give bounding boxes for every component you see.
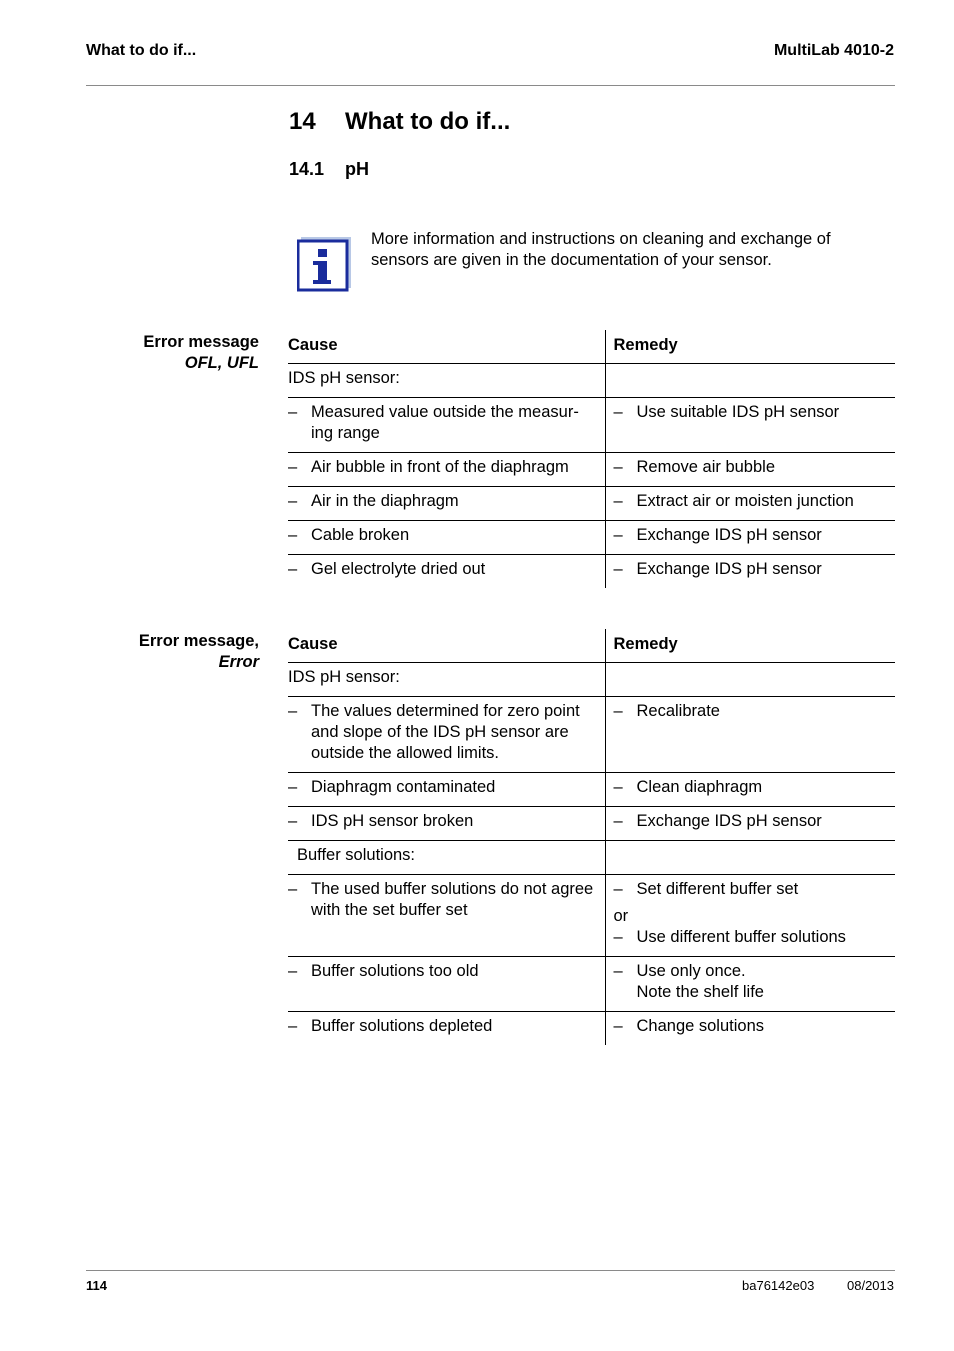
col-cause-header: Cause	[288, 336, 338, 354]
section-title: pH	[345, 159, 369, 179]
running-header-product: MultiLab 4010-2	[773, 42, 894, 59]
remedy-text: Use suitable IDS pH sensor	[636, 402, 840, 421]
document-date: 08/2013	[847, 1278, 894, 1293]
col-remedy-header: Remedy	[605, 629, 895, 662]
group-label: Buffer solutions:	[297, 845, 416, 864]
table-row	[288, 874, 895, 956]
dash-mark: –	[613, 491, 623, 510]
dash-mark: –	[288, 559, 298, 578]
table2-label-line1: Error message,	[138, 632, 259, 650]
remedy-text: Change solutions	[636, 1016, 765, 1035]
cause-text: Diaphragm contaminated	[311, 777, 496, 796]
group-label: IDS pH sensor:	[288, 368, 400, 387]
info-note: More information and instructions on cleaning and exchange of sensors are given in the documentation of your sensor.	[371, 230, 831, 269]
dash-mark: –	[613, 1016, 623, 1035]
remedy-text: Use only once.	[636, 961, 746, 980]
dash-mark: –	[288, 525, 298, 544]
dash-mark: –	[613, 525, 623, 544]
or-text: or	[613, 906, 629, 925]
header-rule	[86, 85, 895, 86]
table-row	[288, 363, 895, 397]
dash-mark: –	[288, 1016, 298, 1035]
table-row	[288, 520, 895, 554]
section-heading	[289, 159, 369, 180]
table2-label-line2: Error	[218, 653, 259, 671]
dash-mark: –	[613, 811, 623, 830]
table-row	[288, 397, 895, 452]
dash-mark: –	[613, 777, 623, 796]
page-number: 114	[86, 1278, 107, 1293]
table-header-row	[288, 330, 895, 363]
remedy-text: Exchange IDS pH sensor	[636, 559, 822, 578]
table-row	[288, 486, 895, 520]
remedy-text: Extract air or moisten junction	[636, 491, 854, 510]
table-row	[288, 696, 895, 772]
cause-text: Gel electrolyte dried out	[311, 559, 486, 578]
table-row	[288, 554, 895, 588]
cause-text: IDS pH sensor broken	[311, 811, 474, 830]
cause-text: Air bubble in front of the diaphragm	[311, 457, 569, 476]
table-row	[288, 772, 895, 806]
remedy-text: Note the shelf life	[636, 982, 764, 1001]
dash-mark: –	[613, 559, 623, 578]
remedy-text: Set different buffer set	[636, 879, 799, 898]
table-row	[288, 956, 895, 1011]
remedy-text: Clean diaphragm	[636, 777, 763, 796]
col-cause-header: Cause	[288, 635, 338, 653]
table-row	[288, 662, 895, 696]
cause-text: The values determined for zero point and slope of the IDS pH sensor are outside the allowed limits.	[311, 701, 580, 762]
table1-label	[143, 332, 259, 374]
running-header-title: What to do if...	[86, 42, 197, 59]
table1-label-line2: OFL, UFL	[184, 354, 259, 372]
dash-mark: –	[613, 457, 623, 476]
table-error	[288, 629, 895, 1045]
table1-label-line1: Error message	[143, 333, 259, 351]
table-ofl-ufl	[288, 330, 895, 588]
cause-text: Cable broken	[311, 525, 410, 544]
chapter-heading	[289, 108, 510, 136]
cause-text: Buffer solutions depleted	[311, 1016, 493, 1035]
section-number: 14.1	[289, 159, 325, 179]
group-label: IDS pH sensor:	[288, 667, 400, 686]
footer-rule	[86, 1270, 895, 1271]
dash-mark: –	[288, 777, 298, 796]
chapter-number: 14	[289, 108, 316, 135]
remedy-text: Exchange IDS pH sensor	[636, 811, 822, 830]
dash-mark: –	[613, 927, 623, 946]
table-row	[288, 452, 895, 486]
col-remedy-header: Remedy	[605, 330, 895, 363]
remedy-text: Remove air bubble	[636, 457, 775, 476]
dash-mark: –	[613, 402, 623, 421]
cause-text: Buffer solutions too old	[311, 961, 479, 980]
dash-mark: –	[613, 701, 623, 720]
dash-mark: –	[288, 811, 298, 830]
table-row	[288, 806, 895, 840]
dash-mark: –	[288, 961, 298, 980]
dash-mark: –	[288, 701, 298, 720]
dash-mark: –	[288, 491, 298, 510]
dash-mark: –	[613, 879, 623, 898]
dash-mark: –	[288, 402, 298, 421]
table-row	[288, 840, 895, 874]
dash-mark: –	[613, 961, 623, 980]
table2-label	[139, 631, 259, 673]
document-id: ba76142e03	[742, 1278, 815, 1293]
chapter-title: What to do if...	[345, 108, 511, 135]
info-icon	[297, 236, 353, 292]
remedy-text: Recalibrate	[636, 701, 720, 720]
cause-text: Measured value outside the measur-ing range	[311, 402, 579, 442]
table-row	[288, 1011, 895, 1045]
remedy-text: Exchange IDS pH sensor	[636, 525, 822, 544]
cause-text: The used buffer solutions do not agree with the set buffer set	[311, 879, 594, 919]
table-header-row	[288, 629, 895, 662]
dash-mark: –	[288, 879, 298, 898]
remedy-text: Use different buffer solutions	[636, 927, 846, 946]
dash-mark: –	[288, 457, 298, 476]
cause-text: Air in the diaphragm	[311, 491, 459, 510]
